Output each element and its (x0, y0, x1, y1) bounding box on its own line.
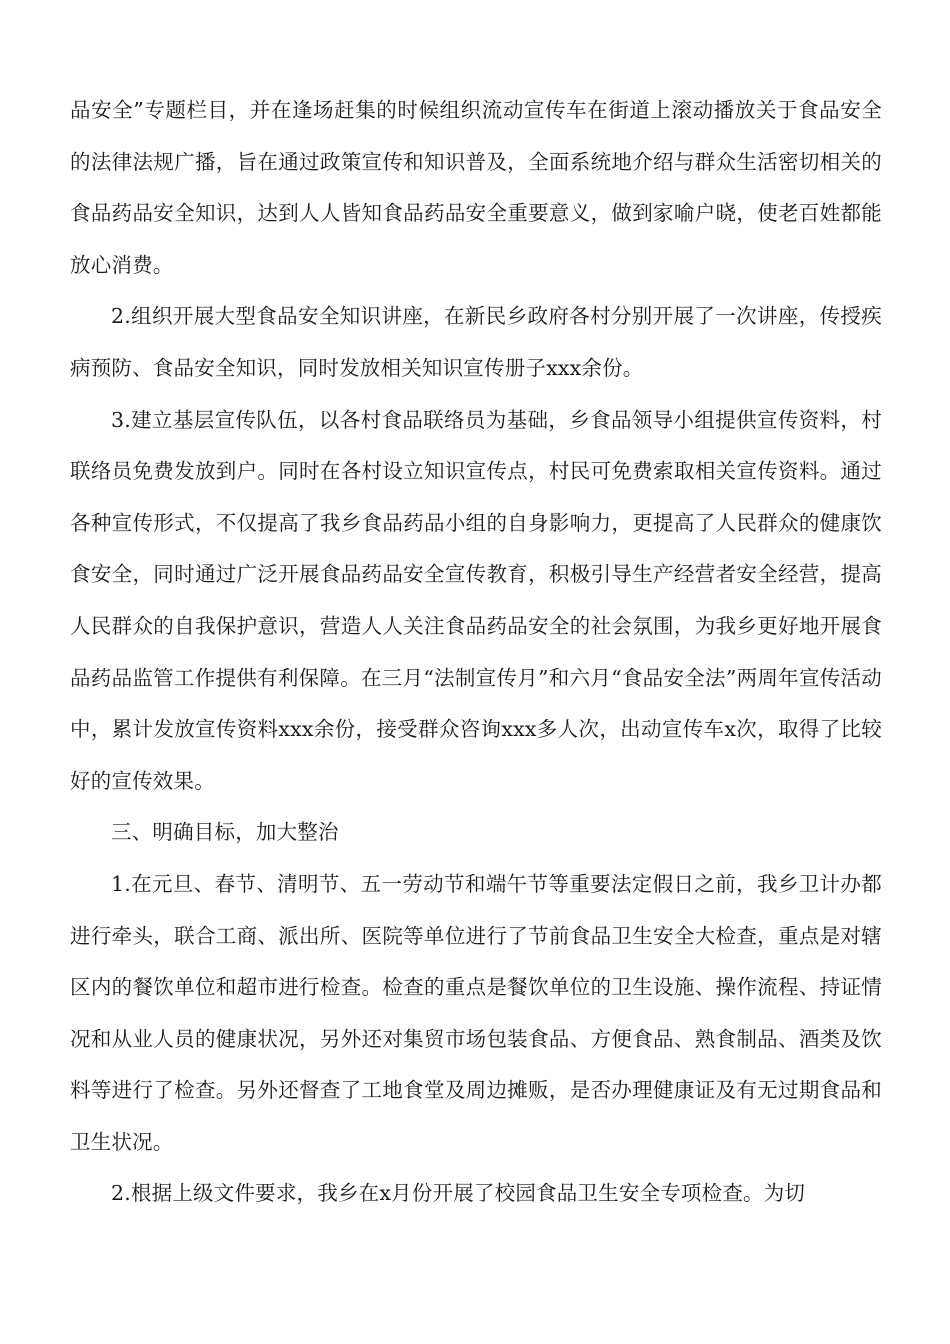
paragraph-item-2-lecture: 2.组织开展大型食品安全知识讲座，在新民乡政府各村分别开展了一次讲座，传授疾病预防、食品安全知识，同时发放相关知识宣传册子xxx余份。 (70, 304, 882, 380)
paragraph-item-2-campus: 2.根据上级文件要求，我乡在x月份开展了校园食品卫生安全专项检查。为切 (111, 1181, 806, 1206)
paragraph-continuation: 品安全”专题栏目，并在逢场赶集的时候组织流动宣传车在街道上滚动播放关于食品安全的法律法规广播，旨在通过政策宣传和知识普及，全面系统地介绍与群众生活密切相关的食品药品安全知识，达到人人皆知食品药品安全重要意义，做到家喻户晓，使老百姓都能放心消费。 (70, 98, 882, 277)
document-body (70, 85, 882, 1220)
paragraph-item-1-inspection: 1.在元旦、春节、清明节、五一劳动节和端午节等重要法定假日之前，我乡卫计办都进行牵头，联合工商、派出所、医院等单位进行了节前食品卫生安全大检查，重点是对辖区内的餐饮单位和超市进行检查。检查的重点是餐饮单位的卫生设施、操作流程、持证情况和从业人员的健康状况，另外还对集贸市场包装食品、方便食品、熟食制品、酒类及饮料等进行了检查。另外还督查了工地食堂及周边摊贩，是否办理健康证及有无过期食品和卫生状况。 (70, 871, 882, 1154)
section-heading-3: 三、明确目标，加大整治 (111, 820, 339, 845)
paragraph-item-3-team: 3.建立基层宣传队伍，以各村食品联络员为基础，乡食品领导小组提供宣传资料，村联络员免费发放到户。同时在各村设立知识宣传点，村民可免费索取相关宣传资料。通过各种宣传形式，不仅提高了我乡食品药品小组的自身影响力，更提高了人民群众的健康饮食安全，同时通过广泛开展食品药品安全宣传教育，积极引导生产经营者安全经营，提高人民群众的自我保护意识，营造人人关注食品药品安全的社会氛围，为我乡更好地开展食品药品监管工作提供有利保障。在三月“法制宣传月”和六月“食品安全法”两周年宣传活动中，累计发放宣传资料xxx余份，接受群众咨询xxx多人次，出动宣传车x次，取得了比较好的宣传效果。 (70, 407, 882, 793)
